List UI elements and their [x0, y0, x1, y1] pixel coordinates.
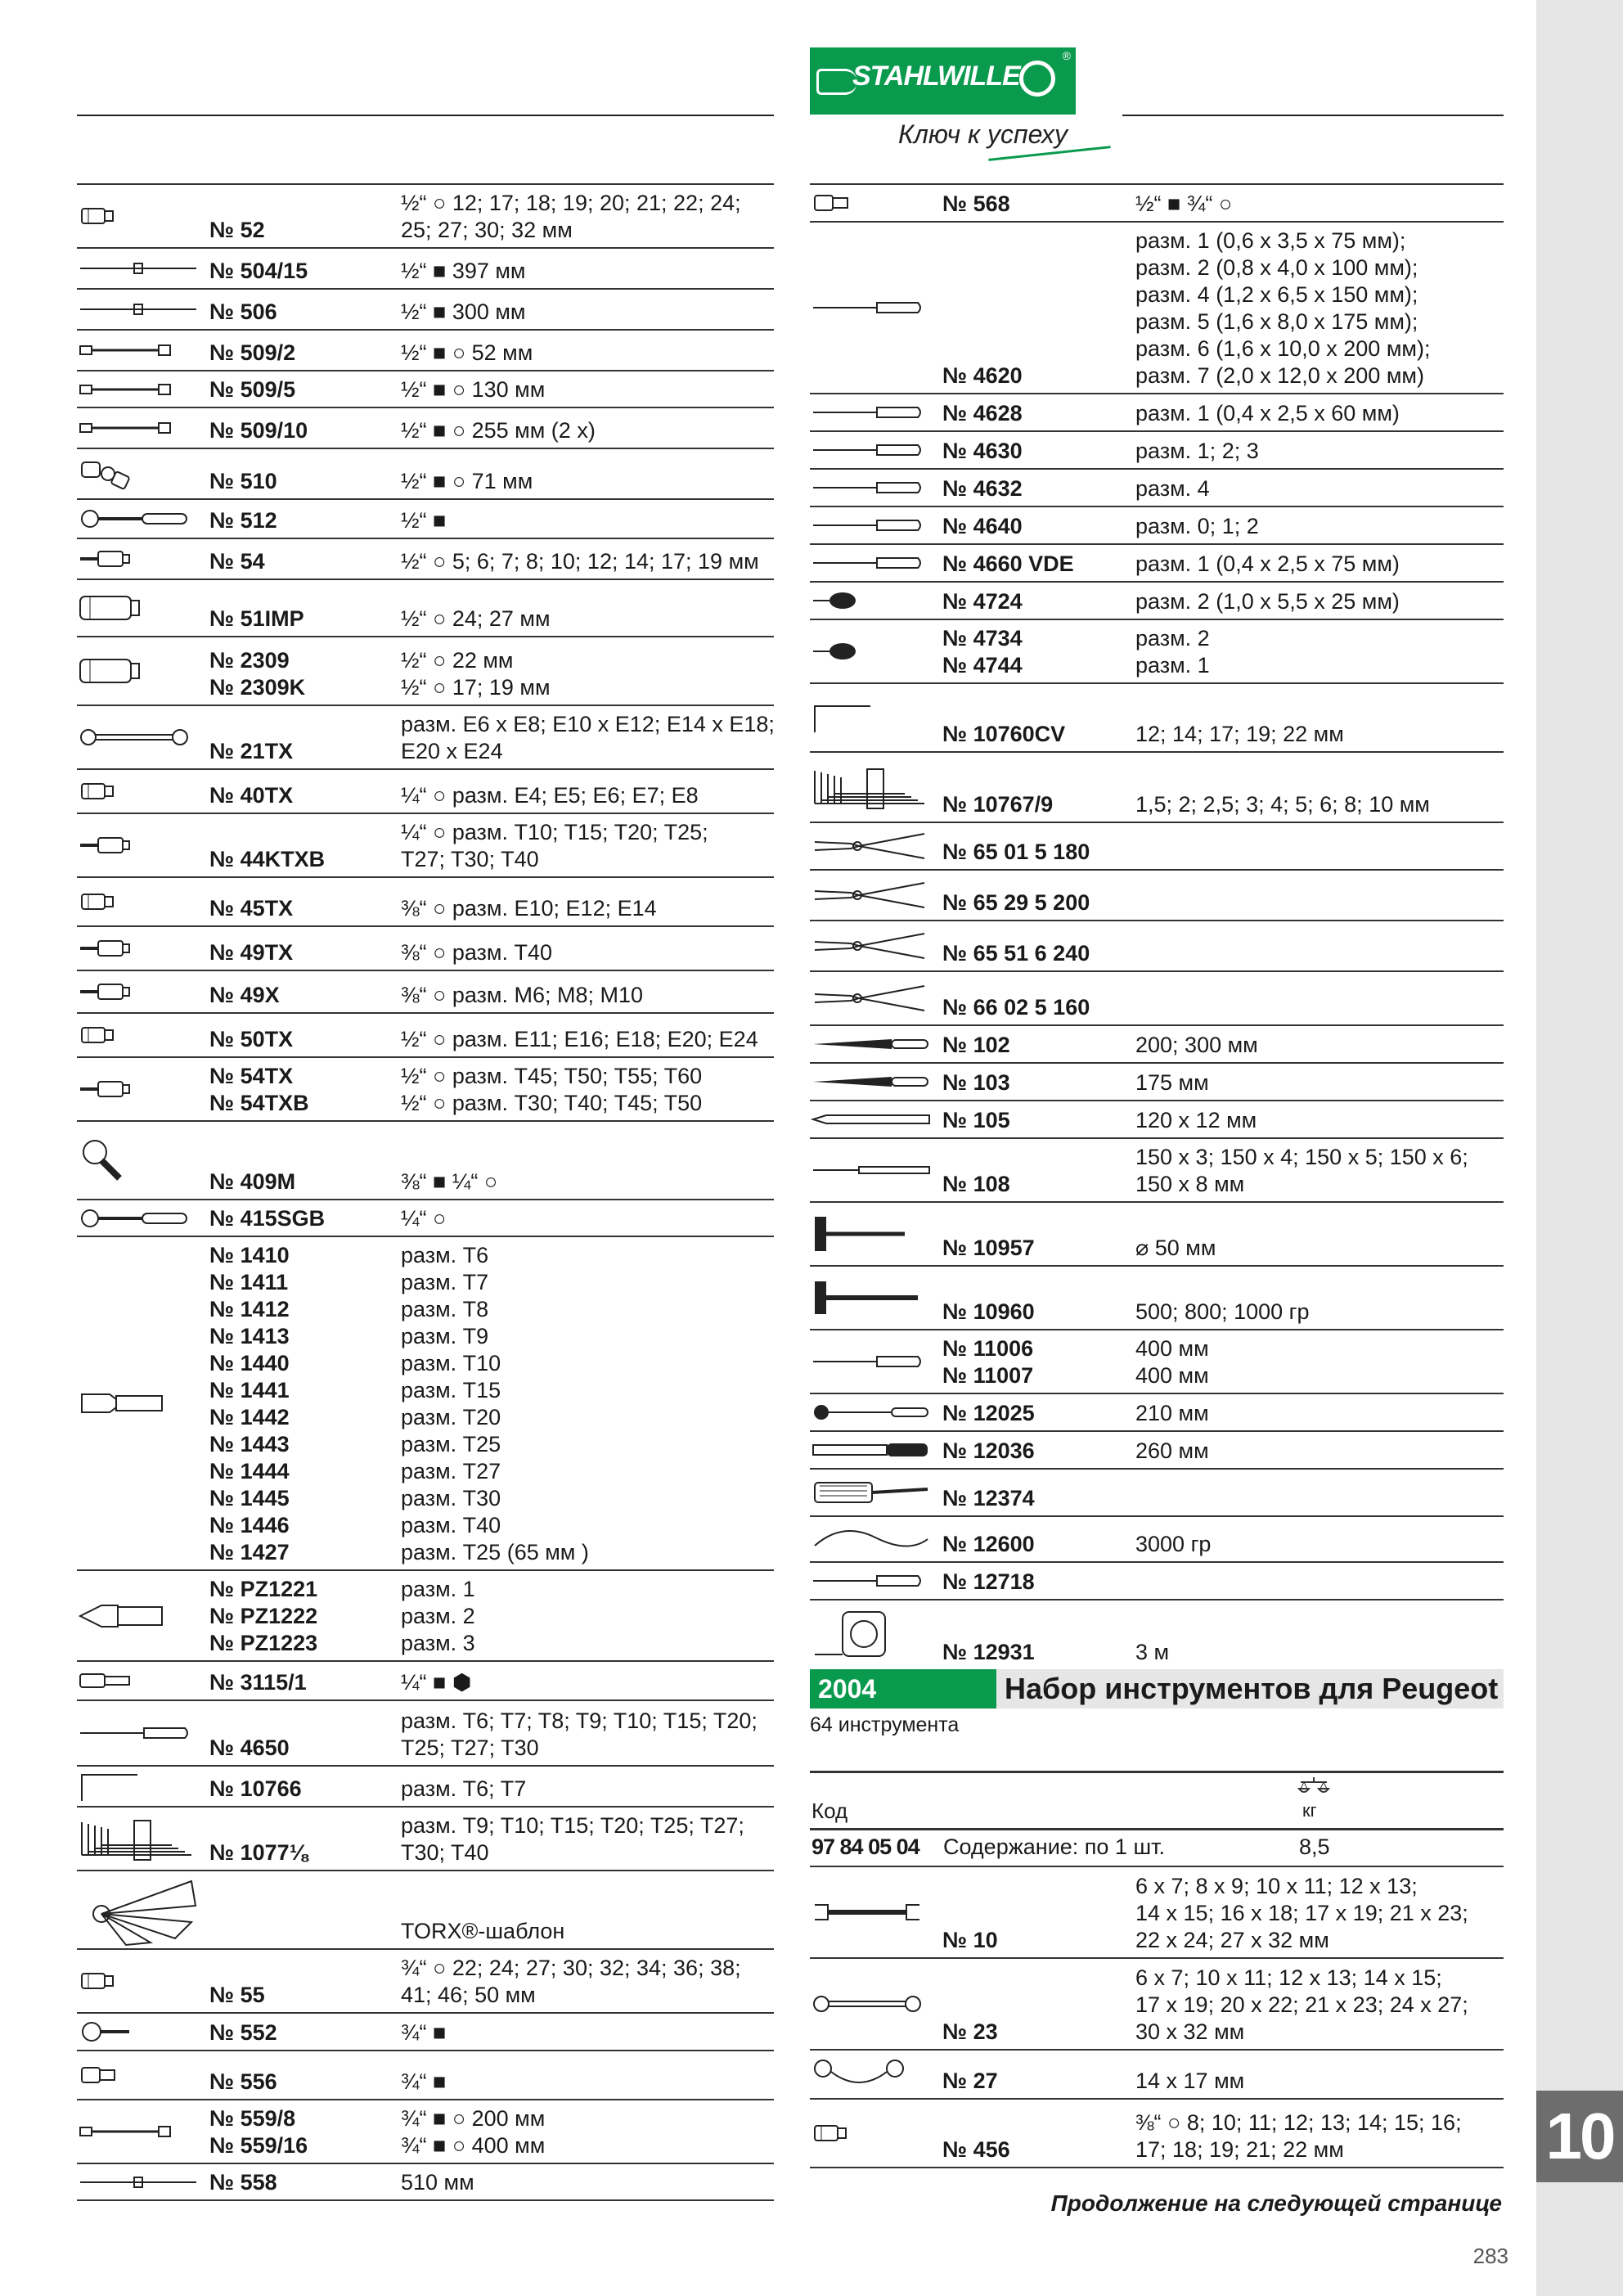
- item-number: № 12600: [942, 1532, 1035, 1556]
- item-number: № 66 02 5 160: [942, 995, 1090, 1020]
- item-number: № 510: [209, 469, 277, 493]
- item-number: № 4734 № 4744: [942, 626, 1023, 678]
- offset-ring-wrench-icon: [810, 2051, 908, 2098]
- item-description: ½“ ■ ○ 71 мм: [401, 469, 533, 493]
- tbar-icon: [77, 2164, 200, 2199]
- tbar-icon: [77, 249, 200, 288]
- registered-mark: ®: [1062, 49, 1071, 62]
- table-row: [77, 1058, 774, 1122]
- bit-socket-icon: [77, 927, 142, 970]
- item-number: № 11006 № 11007: [942, 1336, 1034, 1388]
- item-number: № 12036: [942, 1438, 1035, 1463]
- item-number: № 4650: [209, 1736, 290, 1760]
- pliers-icon: [810, 823, 933, 869]
- item-description: ½“ ■ ○ 52 мм: [401, 340, 533, 365]
- screwdriver-icon: [810, 1563, 924, 1599]
- brand-logo: [810, 47, 1076, 115]
- table-row: [810, 684, 1504, 753]
- item-number: № 552: [209, 2020, 277, 2045]
- table-row: [77, 2051, 774, 2100]
- table-row: [77, 1871, 774, 1950]
- gear-icon: [1019, 61, 1055, 97]
- screwdriver-icon: [810, 223, 924, 393]
- item-number: № PZ1221 № PZ1222 № PZ1223: [209, 1577, 318, 1655]
- item-number: № 10: [942, 1928, 998, 1952]
- item-number: № 102: [942, 1033, 1010, 1057]
- punch-icon: [810, 1139, 933, 1201]
- item-number: № 4630: [942, 439, 1023, 463]
- table-row: [810, 470, 1504, 507]
- item-number: № 49X: [209, 983, 280, 1007]
- item-number: № 568: [942, 191, 1010, 216]
- item-description: ¾“ ■: [401, 2020, 447, 2045]
- item-description: ⅜“ ○ разм. T40: [401, 940, 553, 965]
- item-number: № 509/5: [209, 377, 296, 402]
- table-row: [77, 1200, 774, 1237]
- item-description: ⅜“ ○ разм. M6; M8; M10: [401, 983, 644, 1007]
- table-row: [810, 921, 1504, 972]
- item-description: 260 мм: [1135, 1438, 1209, 1463]
- item-description: ¼“ ■ ⬢: [401, 1670, 472, 1695]
- screwdriver-icon: [810, 1330, 924, 1393]
- key-set-icon: [810, 753, 933, 822]
- table-row: [810, 972, 1504, 1026]
- screwdriver-icon: [810, 545, 924, 581]
- scale-icon: [1297, 1776, 1330, 1801]
- page-number: 283: [1472, 2244, 1508, 2268]
- item-number: № 409M: [209, 1169, 296, 1194]
- brand-name: STAHLWILLE: [852, 61, 1020, 92]
- bit-socket-icon: [77, 539, 142, 579]
- left-item-table: [77, 183, 774, 2201]
- item-number: № 10760CV: [942, 722, 1066, 746]
- table-row: [810, 1026, 1504, 1064]
- torx-bit-icon: [77, 1237, 167, 1569]
- table-row: [77, 331, 774, 371]
- table-row: [77, 1950, 774, 2014]
- right-item-table: [810, 183, 1504, 1671]
- socket-icon: [77, 1014, 119, 1056]
- item-description: разм. 0; 1; 2: [1135, 514, 1259, 538]
- tbar-icon: [77, 290, 200, 329]
- item-number: № 559/8 № 559/16: [209, 2106, 308, 2158]
- code-label: Код: [812, 1799, 848, 1823]
- stubby-screwdriver-icon: [810, 583, 859, 619]
- item-number: № 4620: [942, 363, 1023, 388]
- item-number: № 456: [942, 2137, 1010, 2162]
- item-description: 1,5; 2; 2,5; 3; 4; 5; 6; 8; 10 мм: [1135, 792, 1430, 817]
- pliers-icon: [810, 972, 933, 1024]
- item-description: разм. E6 x E8; E10 x E12; E14 x E18; E20 x E24: [401, 712, 775, 763]
- item-number: № 65 29 5 200: [942, 890, 1090, 915]
- screwdriver-icon: [810, 507, 924, 543]
- bit-socket-icon: [77, 971, 142, 1012]
- table-row: [810, 507, 1504, 545]
- item-number: № 509/2: [209, 340, 296, 365]
- item-description: ½“ ■ 300 мм: [401, 299, 526, 324]
- item-description: разм. T6; T7; T8; T9; T10; T15; T20; T25; T27; T30: [401, 1708, 758, 1760]
- deep-socket-icon: [77, 580, 144, 636]
- torx-gauge-icon: [77, 1871, 200, 1948]
- universal-joint-icon: [77, 449, 134, 498]
- item-number: № 23: [942, 2019, 998, 2044]
- item-number: № 10767/9: [942, 792, 1054, 817]
- l-key-icon: [77, 1767, 142, 1806]
- item-number: № 512: [209, 508, 277, 533]
- item-description: разм. 1 (0,4 x 2,5 x 75 мм): [1135, 551, 1400, 576]
- table-row: [77, 770, 774, 814]
- item-description: ½“ ○ 24; 27 мм: [401, 606, 551, 631]
- item-number: № 509/10: [209, 418, 308, 443]
- item-number: № 1410 № 1411 № 1412 № 1413 № 1440 № 1441 № 1442 № 1443 № 1444 № 1445 № 1446 № 1427: [209, 1243, 290, 1564]
- item-number: № 65 01 5 180: [942, 840, 1090, 864]
- ratchet-head-icon: [77, 2014, 134, 2050]
- item-number: № 40TX: [209, 783, 294, 808]
- item-description: 175 мм: [1135, 1070, 1209, 1095]
- set-code: 2004: [810, 1669, 996, 1708]
- table-row: [810, 1563, 1504, 1600]
- item-number: № 4660 VDE: [942, 551, 1074, 576]
- set-count: 64 инструмента: [810, 1713, 960, 1736]
- item-number: № 2309 № 2309K: [209, 648, 306, 700]
- table-row: [810, 1867, 1504, 1959]
- item-description: разм. 1 разм. 2 разм. 3: [401, 1577, 475, 1655]
- item-description: 200; 300 мм: [1135, 1033, 1258, 1057]
- table-row: [77, 371, 774, 408]
- table-row: [810, 2100, 1504, 2168]
- table-row: [77, 927, 774, 971]
- item-number: № 54: [209, 549, 265, 574]
- table-row: [77, 706, 774, 770]
- table-row: [77, 1122, 774, 1200]
- table-row: [77, 878, 774, 927]
- header-rule-right: [1122, 115, 1504, 116]
- table-row: [77, 1014, 774, 1058]
- table-row: [810, 223, 1504, 394]
- item-description: ¼“ ○: [401, 1206, 447, 1231]
- item-description: 3 м: [1135, 1640, 1170, 1664]
- table-row: [810, 1064, 1504, 1101]
- table-row: [810, 1267, 1504, 1330]
- item-description: ¾“ ○ 22; 24; 27; 30; 32; 34; 36; 38; 41; 46; 50 мм: [401, 1956, 741, 2007]
- table-row: [810, 583, 1504, 620]
- brush-icon: [810, 1470, 933, 1515]
- item-description: ¼“ ○ разм. T10; T15; T20; T25; T27; T30; T40: [401, 820, 708, 871]
- table-row: [810, 1959, 1504, 2051]
- table-row: [810, 432, 1504, 470]
- header-rule-left: [77, 115, 774, 116]
- item-description: разм. T6 разм. T7 разм. T8 разм. T9 разм. T10 разм. T15 разм. T20 разм. T25 разм. T27 разм. T30 разм. T40 разм. T25 (65 мм ): [401, 1243, 589, 1564]
- item-description: разм. T6; T7: [401, 1776, 527, 1801]
- table-row: [810, 2051, 1504, 2100]
- item-description: 6 x 7; 10 x 11; 12 x 13; 14 x 15; 17 x 19; 20 x 22; 21 x 23; 24 x 27; 30 x 32 мм: [1135, 1965, 1468, 2044]
- item-description: разм. T9; T10; T15; T20; T25; T27; T30; T40: [401, 1813, 744, 1865]
- weight-label: кг: [1302, 1800, 1317, 1821]
- table-row: [810, 545, 1504, 583]
- item-number: № 3115/1: [209, 1670, 307, 1695]
- table-row: [77, 449, 774, 500]
- file-icon: [810, 1064, 933, 1100]
- set-title: Набор инструментов для Peugeot: [1005, 1672, 1499, 1705]
- item-description: ½“ ■ ¾“ ○: [1135, 191, 1233, 216]
- socket-icon: [810, 2100, 852, 2167]
- item-description: разм. 4: [1135, 476, 1210, 501]
- table-row: [77, 1767, 774, 1808]
- table-row: [810, 1517, 1504, 1563]
- extension-icon: [77, 2100, 175, 2163]
- item-number: № 45TX: [209, 896, 294, 921]
- item-number: № 12718: [942, 1569, 1035, 1594]
- item-number: № 51IMP: [209, 606, 304, 631]
- item-number: № 415SGB: [209, 1206, 326, 1231]
- item-number: № 27: [942, 2069, 998, 2093]
- pliers-icon: [810, 871, 933, 920]
- socket-icon: [77, 878, 119, 925]
- item-description: ½“ ○ 22 мм ½“ ○ 17; 19 мм: [401, 648, 551, 700]
- item-number: № 44KTXB: [209, 847, 326, 871]
- wrench-icon: [816, 69, 856, 95]
- table-row: [77, 1237, 774, 1571]
- item-number: № 10957: [942, 1236, 1035, 1260]
- item-number: № 4640: [942, 514, 1023, 538]
- item-description: ½“ ○ 5; 6; 7; 8; 10; 12; 14; 17; 19 мм: [401, 549, 759, 574]
- item-description: разм. 2 разм. 1: [1135, 626, 1210, 678]
- table-row: [810, 1101, 1504, 1139]
- chisel-icon: [810, 1101, 933, 1137]
- table-row: [810, 394, 1504, 432]
- continued-note: Продолжение на следующей странице: [1050, 2190, 1502, 2216]
- item-description: ¾“ ■: [401, 2069, 447, 2094]
- item-number: № 556: [209, 2069, 277, 2094]
- table-row: [77, 290, 774, 331]
- table-row: [77, 2164, 774, 2201]
- bit-socket-icon: [77, 814, 142, 876]
- item-description: ⌀ 50 мм: [1135, 1236, 1216, 1260]
- item-number: № 10960: [942, 1299, 1035, 1324]
- table-row: [77, 971, 774, 1014]
- tape-measure-icon: [810, 1600, 892, 1669]
- table-row: [810, 1139, 1504, 1203]
- table-row: [810, 1394, 1504, 1432]
- item-description: 400 мм 400 мм: [1135, 1336, 1209, 1388]
- item-number: № 49TX: [209, 940, 294, 965]
- flexible-pickup-icon: [810, 1517, 933, 1561]
- screwdriver-icon: [810, 432, 924, 468]
- table-row: [77, 2100, 774, 2164]
- item-number: № 4724: [942, 589, 1023, 614]
- order-code: 97 84 05 04: [812, 1835, 919, 1859]
- item-description: ⅜“ ○ 8; 10; 11; 12; 13; 14; 15; 16; 17; 18; 19; 21; 22 мм: [1135, 2110, 1462, 2162]
- bit-holder-icon: [77, 1662, 142, 1699]
- item-number: № 105: [942, 1108, 1010, 1132]
- table-row: [77, 2014, 774, 2051]
- table-row: [77, 249, 774, 290]
- page-margin-band: [1536, 0, 1623, 2296]
- pozidriv-bit-icon: [77, 1571, 167, 1660]
- table-row: [77, 814, 774, 878]
- item-description: 12; 14; 17; 19; 22 мм: [1135, 722, 1344, 746]
- item-description: разм. 1; 2; 3: [1135, 439, 1259, 463]
- item-description: ⅜“ ○ разм. E10; E12; E14: [401, 896, 657, 921]
- item-description: ⅜“ ■ ¼“ ○: [401, 1169, 498, 1194]
- table-row: [810, 185, 1504, 223]
- item-description: 150 x 3; 150 x 4; 150 x 5; 150 x 6; 150 x 8 мм: [1135, 1145, 1468, 1196]
- bit-socket-icon: [77, 1058, 142, 1120]
- table-row: [77, 185, 774, 249]
- item-description: ½“ ■: [401, 508, 447, 533]
- socket-icon: [77, 770, 119, 813]
- item-number: № 12931: [942, 1640, 1035, 1664]
- screwdriver-icon: [810, 470, 924, 506]
- item-description: 210 мм: [1135, 1401, 1209, 1425]
- table-row: [77, 1808, 774, 1871]
- adapter-icon: [810, 185, 859, 221]
- item-description: ½“ ○ разм. E11; E16; E18; E20; E24: [401, 1027, 758, 1051]
- item-description: разм. 1 (0,4 x 2,5 x 60 мм): [1135, 401, 1400, 425]
- set-item-table: [810, 1866, 1504, 2168]
- magnet-pickup-icon: [810, 1432, 933, 1468]
- item-description: ½“ ○ разм. T45; T50; T55; T60 ½“ ○ разм. T30; T40; T45; T50: [401, 1064, 703, 1115]
- stubby-screwdriver-icon: [810, 620, 859, 682]
- item-description: 500; 800; 1000 гр: [1135, 1299, 1310, 1324]
- table-row: [810, 823, 1504, 871]
- extension-icon: [77, 371, 175, 407]
- item-number: № 12025: [942, 1401, 1035, 1425]
- set-contents: Содержание: по 1 шт.: [943, 1835, 1165, 1859]
- item-number: № 10766: [209, 1776, 302, 1801]
- table-row: [810, 1330, 1504, 1394]
- item-number: № 55: [209, 1983, 265, 2007]
- item-number: № 504/15: [209, 259, 308, 283]
- item-description: 14 x 17 мм: [1135, 2069, 1245, 2093]
- screwdriver-icon: [810, 394, 924, 430]
- adapter-icon: [77, 2051, 126, 2099]
- item-description: 510 мм: [401, 2170, 474, 2195]
- item-number: № 52: [209, 218, 265, 242]
- table-row: [77, 1571, 774, 1662]
- item-number: № 4632: [942, 476, 1023, 501]
- section-tab: 10: [1536, 2091, 1623, 2182]
- set-header-rule: [810, 1771, 1504, 1773]
- table-row: [810, 1600, 1504, 1671]
- set-code-rule: [810, 1828, 1504, 1830]
- table-row: [810, 871, 1504, 921]
- screwdriver-icon: [77, 1701, 191, 1765]
- ratchet-icon: [77, 1200, 191, 1236]
- ratchet-icon: [77, 500, 191, 538]
- brand-slogan: [898, 119, 1068, 150]
- table-row: [77, 408, 774, 449]
- item-description: ½“ ○ 12; 17; 18; 19; 20; 21; 22; 24; 25; 27; 30; 32 мм: [401, 191, 741, 242]
- extension-icon: [77, 408, 175, 448]
- set-header: [810, 1669, 1504, 1708]
- table-row: [77, 539, 774, 580]
- table-row: [810, 1470, 1504, 1517]
- item-number: № 103: [942, 1070, 1010, 1095]
- table-row: [810, 1203, 1504, 1267]
- file-icon: [810, 1026, 933, 1062]
- hammer-icon: [810, 1267, 924, 1329]
- socket-icon: [77, 185, 119, 247]
- table-row: [77, 637, 774, 706]
- item-description: ¾“ ■ ○ 200 мм ¾“ ■ ○ 400 мм: [401, 2106, 546, 2158]
- item-number: № 21TX: [209, 739, 294, 763]
- table-row: [77, 1701, 774, 1767]
- item-description: 120 x 12 мм: [1135, 1108, 1257, 1132]
- extension-icon: [77, 331, 175, 370]
- spinner-icon: [77, 1122, 126, 1199]
- l-key-icon: [810, 684, 875, 751]
- table-row: [77, 1662, 774, 1701]
- item-number: № 558: [209, 2170, 277, 2195]
- item-description: 3000 гр: [1135, 1532, 1212, 1556]
- table-row: [810, 620, 1504, 684]
- socket-icon: [77, 1950, 119, 2012]
- item-description: ½“ ■ 397 мм: [401, 259, 526, 283]
- item-number: № 108: [942, 1172, 1010, 1196]
- open-end-wrench-icon: [810, 1867, 924, 1957]
- item-number: № 12374: [942, 1486, 1035, 1510]
- item-description: 6 x 7; 8 x 9; 10 x 11; 12 x 13; 14 x 15; 16 x 18; 17 x 19; 21 x 23; 22 x 24; 27 x 32 мм: [1135, 1874, 1468, 1952]
- slogan-text: Ключ к успеху: [898, 119, 1068, 149]
- item-number: № 50TX: [209, 1027, 294, 1051]
- set-weight: 8,5: [1299, 1835, 1330, 1859]
- item-description: TORX®-шаблон: [401, 1919, 565, 1943]
- double-ring-wrench-icon: [810, 1959, 924, 2049]
- table-row: [77, 580, 774, 637]
- item-number: № 65 51 6 240: [942, 941, 1090, 966]
- deep-socket-icon: [77, 637, 144, 705]
- item-number: № 4628: [942, 401, 1023, 425]
- table-row: [77, 500, 774, 539]
- table-row: [810, 1432, 1504, 1470]
- item-description: разм. 2 (1,0 x 5,5 x 25 мм): [1135, 589, 1400, 614]
- pliers-icon: [810, 921, 933, 970]
- mirror-icon: [810, 1394, 933, 1430]
- double-ring-wrench-icon: [77, 706, 191, 768]
- table-row: [810, 753, 1504, 823]
- mallet-icon: [810, 1203, 908, 1265]
- key-set-icon: [77, 1808, 200, 1870]
- item-description: ½“ ■ ○ 130 мм: [401, 377, 546, 402]
- item-description: ½“ ■ ○ 255 мм (2 x): [401, 418, 596, 443]
- item-description: ¼“ ○ разм. E4; E5; E6; E7; E8: [401, 783, 699, 808]
- item-description: разм. 1 (0,6 x 3,5 x 75 мм); разм. 2 (0,8 x 4,0 x 100 мм); разм. 4 (1,2 x 6,5 x 150 мм); разм. 5 (1,6 x 8,0 x 175 мм); разм. 6 (1,6 x 10,0 x 200 мм); разм. 7 (2,0 x 12,0 x 200 мм): [1135, 228, 1431, 388]
- item-number: № 506: [209, 299, 277, 324]
- item-number: № 54TX № 54TXB: [209, 1064, 309, 1115]
- item-number: № 1077⅛: [209, 1840, 308, 1865]
